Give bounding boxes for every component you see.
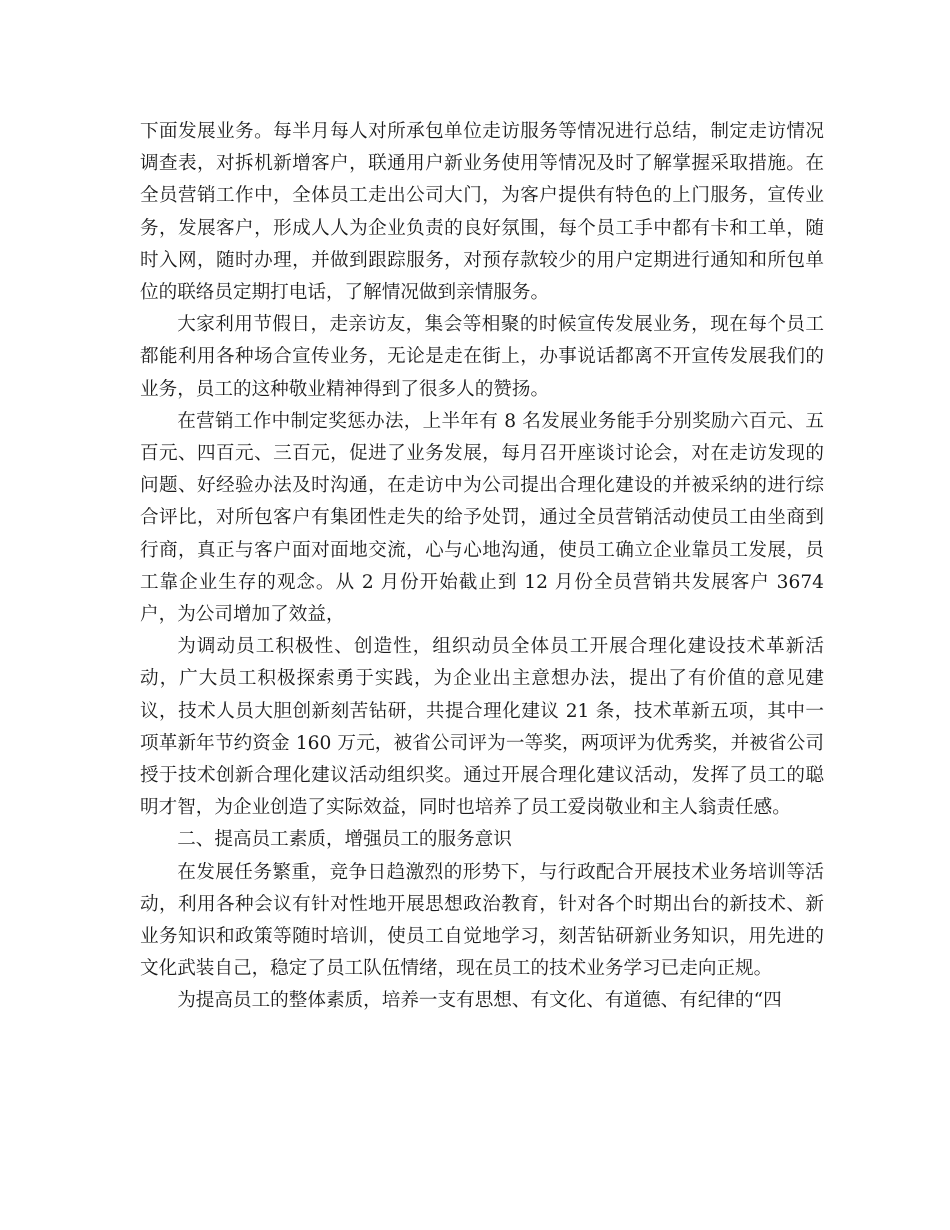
paragraph-6: 为提高员工的整体素质，培养一支有思想、有文化、有道德、有纪律的“四: [177, 990, 782, 1012]
section-heading: 二、提高员工素质，增强员工的服务意识: [177, 829, 512, 851]
paragraph-5: 在发展任务繁重，竞争日趋激烈的形势下，与行政配合开展技术业务培训等活动，利用各种会议有针对性地开展思想政治教育，针对各个时期出台的新技术、新业务知识和政策等随时培训，使员工自觉地学习，刻苦钻研新业务知识，用先进的文化武装自己，稳定了员工队伍情绪，现在员工的技术业务学习已走向正规。: [140, 861, 824, 980]
paragraph-4: 为调动员工积极性、创造性，组织动员全体员工开展合理化建设技术革新活动，广大员工积极探索勇于实践，为企业出主意想办法，提出了有价值的意见建议，技术人员大胆创新刻苦钻研，共提合理化建议 21 条，技术革新五项，其中一项革新年节约资金 160 万元，被省公司评为一等奖，两项评为优秀奖，并被省公司授于技术创新合理化建议活动组织奖。通过开展合理化建议活动，发挥了员工的聪明才智，为企业创造了实际效益，同时也培养了员工爱岗敬业和主人翁责任感。: [140, 636, 824, 819]
document-page: [140, 116, 824, 1018]
paragraph-2: 大家利用节假日，走亲访友，集会等相聚的时候宣传发展业务，现在每个员工都能利用各种场合宣传业务，无论是走在街上，办事说话都离不开宣传发展我们的业务，员工的这种敬业精神得到了很多人的赞扬。: [140, 314, 824, 400]
paragraph-3: 在营销工作中制定奖惩办法，上半年有 8 名发展业务能手分别奖励六百元、五百元、四百元、三百元，促进了业务发展，每月召开座谈讨论会，对在走访发现的问题、好经验办法及时沟通，在走访中为公司提出合理化建设的并被采纳的进行综合评比，对所包客户有集团性走失的给予处罚，通过全员营销活动使员工由坐商到行商，真正与客户面对面地交流，心与心地沟通，使员工确立企业靠员工发展，员工靠企业生存的观念。从 2 月份开始截止到 12 月份全员营销共发展客户 3674 户，为公司增加了效益，: [140, 410, 824, 626]
paragraph-1: 下面发展业务。每半月每人对所承包单位走访服务等情况进行总结，制定走访情况调查表，对拆机新增客户，联通用户新业务使用等情况及时了解掌握采取措施。在全员营销工作中，全体员工走出公司大门，为客户提供有特色的上门服务，宣传业务，发展客户，形成人人为企业负责的良好氛围，每个员工手中都有卡和工单，随时入网，随时办理，并做到跟踪服务，对预存款较少的用户定期进行通知和所包单位的联络员定期打电话，了解情况做到亲情服务。: [140, 121, 824, 304]
